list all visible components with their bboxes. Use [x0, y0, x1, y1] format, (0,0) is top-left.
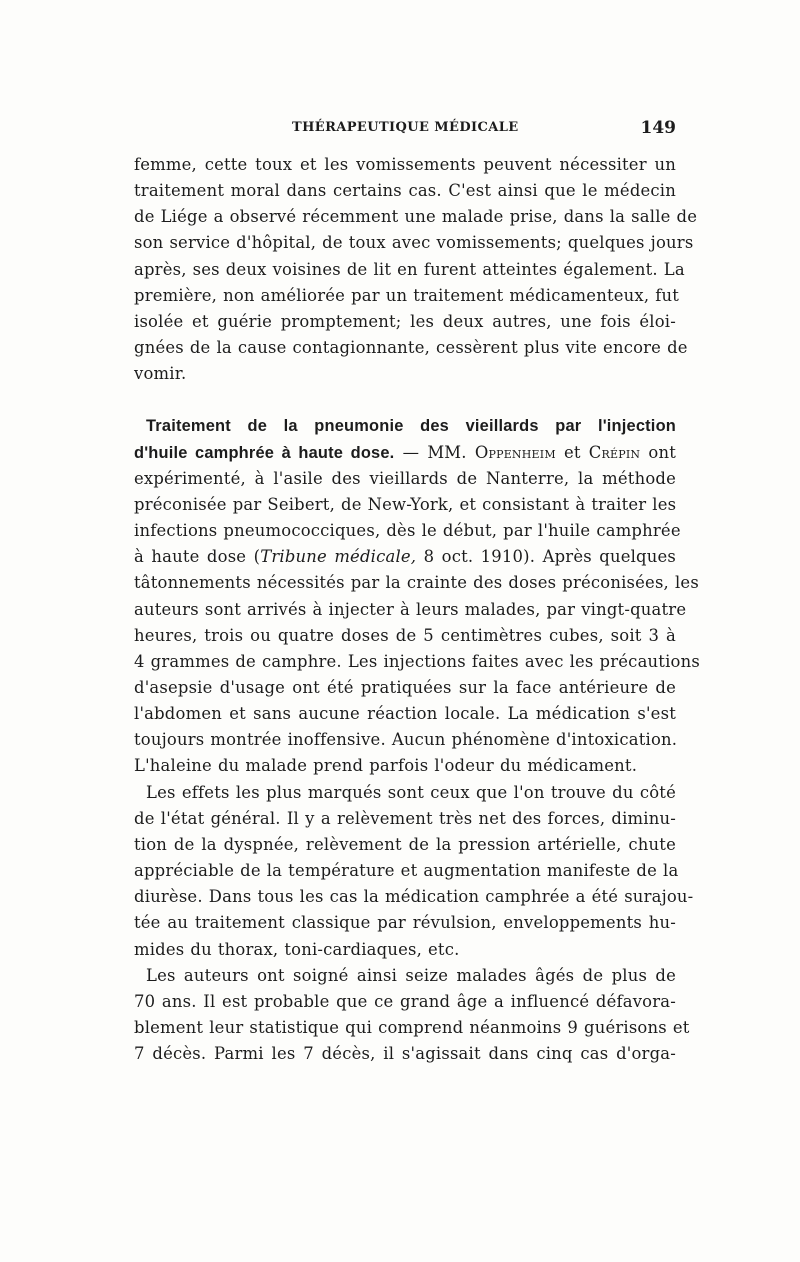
- text-line: tion de la dyspnée, relèvement de la pression artérielle, chute: [134, 834, 676, 854]
- citation-journal: Tribune médicale,: [260, 547, 417, 567]
- text-line: L'haleine du malade prend parfois l'odeur du médicament.: [134, 756, 638, 776]
- text-line: infections pneumococciques, dès le début, par l'huile camphrée: [134, 521, 681, 541]
- text-line: son service d'hôpital, de toux avec vomissements; quelques jours: [134, 233, 694, 253]
- text-line: Les effets les plus marqués sont ceux que l'on trouve du côté: [146, 782, 676, 802]
- citation-line: [134, 544, 676, 570]
- text-line: préconisée par Seibert, de New-York, et consistant à traiter les: [134, 494, 677, 514]
- text-line: de Liége a observé récemment une malade prise, dans la salle de: [134, 207, 698, 227]
- citation-after: 8 oct. 1910). Après quelques: [416, 547, 676, 567]
- text-line: l'abdomen et sans aucune réaction locale. La médication s'est: [134, 704, 676, 724]
- authors-tail: ont: [640, 442, 676, 462]
- body-text: [134, 152, 700, 1067]
- text-line: traitement moral dans certains cas. C'est ainsi que le médecin: [134, 181, 676, 201]
- text-line: blement leur statistique qui comprend néanmoins 9 guérisons et: [134, 1018, 690, 1037]
- text-line: première, non améliorée par un traitement médicamenteux, fut: [134, 285, 680, 305]
- text-line: 4 grammes de camphre. Les injections faites avec les précautions: [134, 651, 700, 671]
- citation-before: à haute dose (: [134, 547, 261, 567]
- author-crepin: Crépin: [588, 442, 641, 462]
- paragraph-effets: [134, 780, 694, 963]
- text-line: tâtonnements nécessités par la crainte des doses préconisées, les: [134, 573, 699, 593]
- text-line: heures, trois ou quatre doses de 5 centimètres cubes, soit 3 à: [134, 625, 676, 645]
- text-line: vomir.: [134, 364, 187, 384]
- section-title-line: [134, 413, 676, 439]
- page-number: 149: [640, 118, 676, 138]
- author-oppenheim: Oppenheim: [474, 442, 556, 462]
- text-line: appréciable de la température et augmentation manifeste de la: [134, 861, 679, 881]
- section-title: Traitement de la pneumonie des vieillards par l'injection: [146, 417, 676, 436]
- text-line: auteurs sont arrivés à injecter à leurs malades, par vingt-quatre: [134, 599, 687, 619]
- section-spacer: [134, 387, 676, 413]
- paragraph-auteurs: [134, 963, 690, 1068]
- text-line: de l'état général. Il y a relèvement très net des forces, diminu-: [134, 808, 676, 828]
- text-line: mides du thorax, toni-cardiaques, etc.: [134, 939, 460, 959]
- text-line: 70 ans. Il est probable que ce grand âge a influencé défavora-: [134, 991, 676, 1011]
- running-title: THÉRAPEUTIQUE MÉDICALE: [292, 120, 519, 135]
- text-line: après, ses deux voisines de lit en furent atteintes également. La: [134, 259, 685, 279]
- authors-dash: — MM.: [394, 442, 475, 462]
- text-line: isolée et guérie promptement; les deux autres, une fois éloi-: [134, 311, 676, 331]
- text-line: femme, cette toux et les vomissements peuvent nécessiter un: [134, 155, 676, 174]
- text-line: tée au traitement classique par révulsion, enveloppements hu-: [134, 913, 676, 933]
- text-line: diurèse. Dans tous les cas la médication camphrée a été surajou-: [134, 887, 694, 907]
- section-pneumonie: [134, 413, 700, 779]
- text-line: d'asepsie d'usage ont été pratiquées sur la face antérieure de: [134, 677, 676, 697]
- text-line: 7 décès. Parmi les 7 décès, il s'agissait dans cinq cas d'orga-: [134, 1044, 676, 1064]
- text-line: Les auteurs ont soigné ainsi seize malades âgés de plus de: [146, 965, 676, 985]
- text-line: gnées de la cause contagionnante, cessèrent plus vite encore de: [134, 338, 688, 358]
- text-line: toujours montrée inoffensive. Aucun phénomène d'intoxication.: [134, 730, 678, 750]
- text-line: expérimenté, à l'asile des vieillards de Nanterre, la méthode: [134, 468, 676, 488]
- paragraph-vomissements: [134, 152, 698, 387]
- text-line: [134, 440, 676, 466]
- authors-join: et: [555, 442, 589, 462]
- section-title-end: d'huile camphrée à haute dose.: [134, 443, 395, 462]
- page-header: [134, 118, 676, 142]
